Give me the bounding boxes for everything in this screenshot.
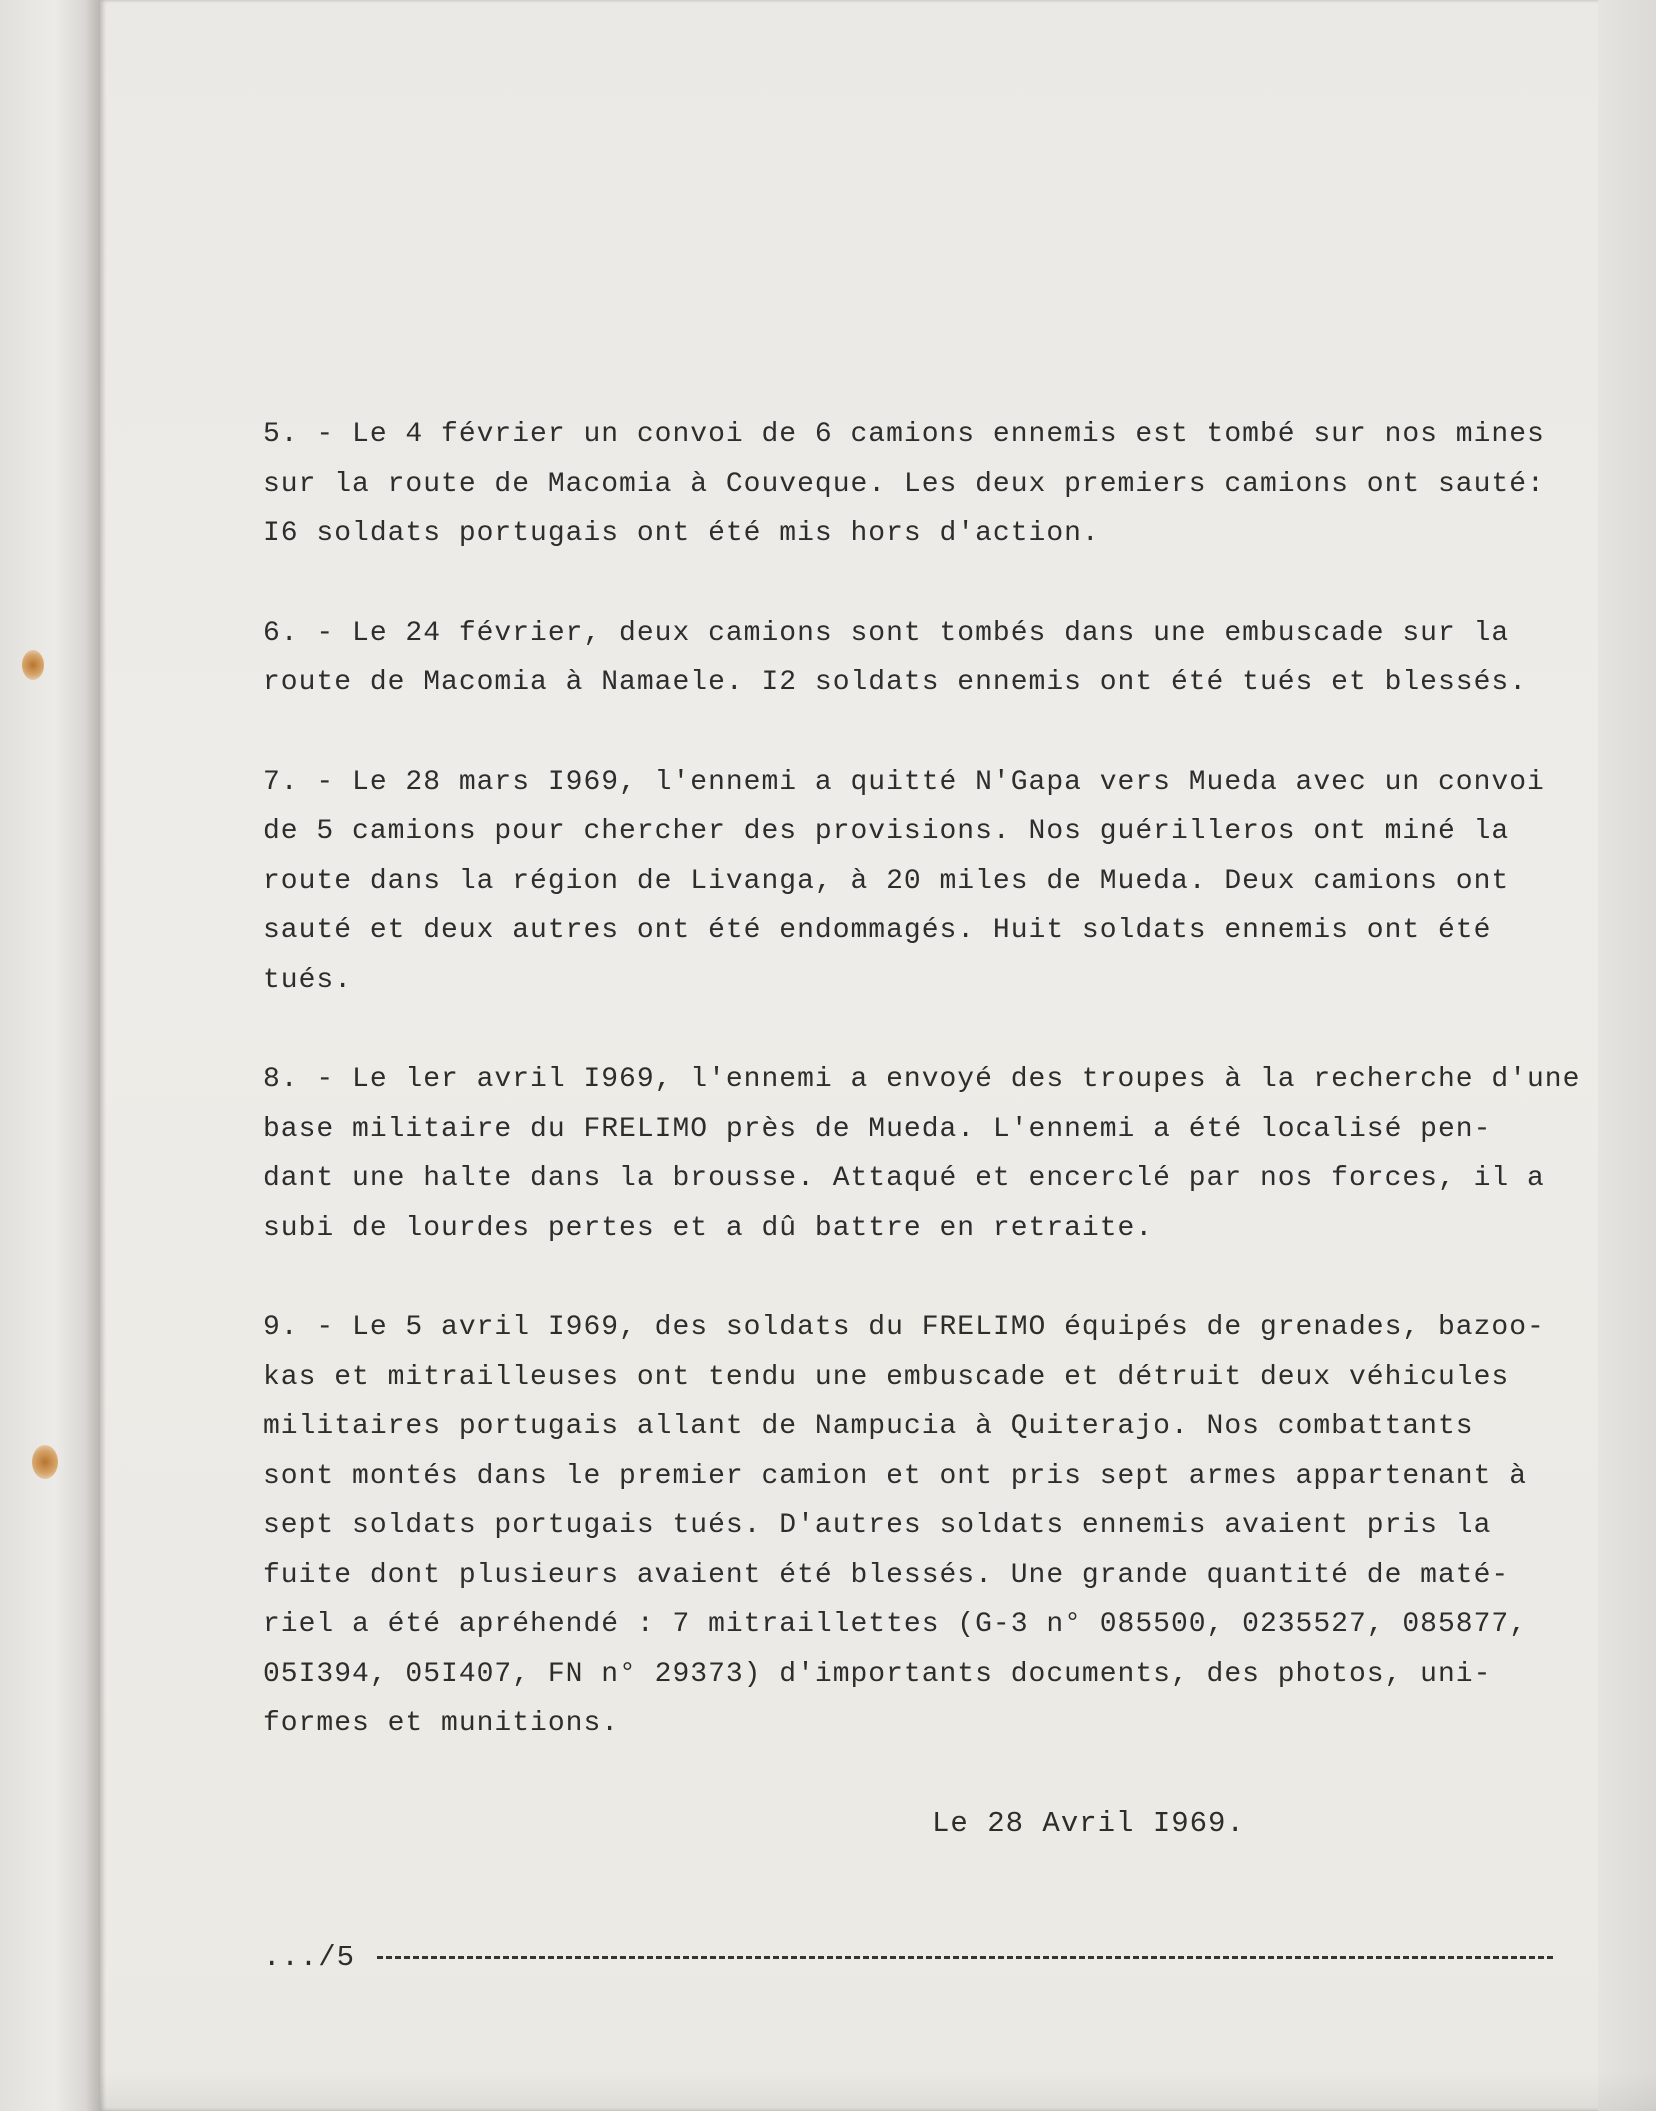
paragraph-5: 5. - Le 4 février un convoi de 6 camions ennemis est tombé sur nos mines sur la route de Macomia à Couveque. Les deux premiers camions ont sauté: I6 soldats portugais ont été mis hors d'action. [263, 419, 1545, 549]
document-date: Le 28 Avril I969. [932, 1807, 1245, 1840]
binder-strip [0, 0, 100, 2111]
punch-hole-top [22, 650, 44, 680]
paragraph-7: 7. - Le 28 mars I969, l'ennemi a quitté N'Gapa vers Mueda avec un convoi de 5 camions pour chercher des provisions. Nos guérilleros ont miné la route dans la région de Livanga, à 20 miles de Mueda. Deux camions ont sauté et deux autres ont été endommagés. Huit soldats ennemis ont été tués. [263, 766, 1545, 996]
paragraph-9: 9. - Le 5 avril I969, des soldats du FRELIMO équipés de grenades, bazoo- kas et mitrailleuses ont tendu une embuscade et détruit deux véhicules militaires portugais allant de Nampucia à Quiterajo. Nos combattants sont montés dans le premier camion et ont pris sept armes appartenant à sept soldats portugais tués. D'autres soldats ennemis avaient pris la fuite dont plusieurs avaient été blessés. Une grande quantité de maté- riel a été apréhendé : 7 mitraillettes (G-3 n° 085500, 0235527, 085877, 05I394, 05I407, FN n° 29373) d'importants documents, des photos, uni- formes et munitions. [263, 1312, 1545, 1739]
page-footer [263, 1937, 1553, 1977]
punch-hole-bottom [32, 1445, 58, 1479]
paragraph-8: 8. - Le ler avril I969, l'ennemi a envoyé des troupes à la recherche d'une base militaire du FRELIMO près de Mueda. L'ennemi a été localisé pen- dant une halte dans la brousse. Attaqué et encerclé par nos forces, il a subi de lourdes pertes et a dû battre en retraite. [263, 1064, 1581, 1244]
footer-rule [377, 1956, 1553, 1959]
paragraph-6: 6. - Le 24 février, deux camions sont tombés dans une embuscade sur la route de Macomia à Namaele. I2 soldats ennemis ont été tués et blessés. [263, 617, 1527, 698]
page-edge [1598, 0, 1656, 2111]
document-body [263, 410, 1583, 1799]
page-shadow [100, 2071, 1656, 2111]
continuation-marker: .../5 [263, 1940, 356, 1974]
